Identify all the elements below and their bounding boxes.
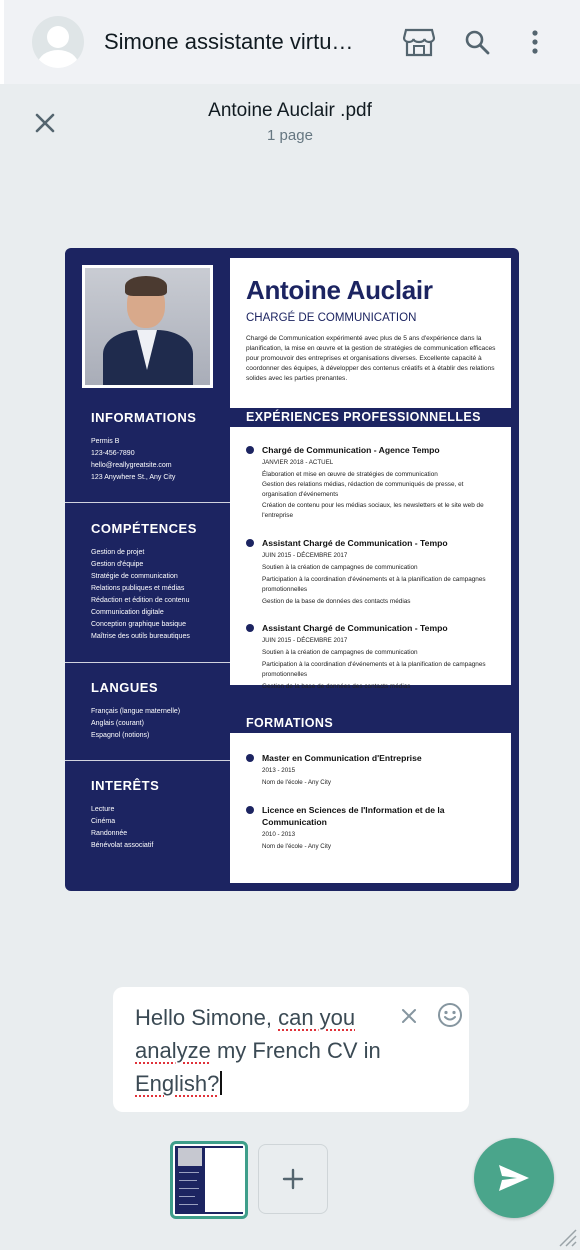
list-item: Anglais (courant)	[91, 720, 144, 727]
cv-summary: Chargé de Communication expérimenté avec plus de 5 ans d'expérience dans la planification, la mise en œuvre et la gestion de stratégies de communication efficaces pour promouvoir des entreprises et organisations diverses. Excellente capacité à coordonner des équipes, à développer des contenus créatifs et à établir des relations solides avec les parties prenantes.	[246, 335, 496, 382]
list-item: Maîtrise des outils bureautiques	[91, 633, 190, 640]
store-icon[interactable]	[402, 25, 436, 59]
contact-name[interactable]: Simone assistante virtu…	[104, 29, 354, 54]
spellcheck-word: can you	[278, 1005, 356, 1030]
list-item: Relations publiques et médias	[91, 585, 185, 592]
emoji-icon[interactable]	[437, 1002, 463, 1028]
clear-icon[interactable]	[398, 1005, 420, 1027]
competences-list	[91, 547, 190, 643]
divider	[65, 502, 230, 503]
contact-avatar[interactable]	[32, 16, 84, 68]
list-item: Randonnée	[91, 830, 128, 837]
list-item: Cinéma	[91, 818, 116, 825]
send-icon	[497, 1163, 531, 1193]
list-item: Bénévolat associatif	[91, 842, 154, 849]
send-button[interactable]	[474, 1138, 554, 1218]
list-item: Gestion de projet	[91, 549, 145, 556]
cv-role: CHARGÉ DE COMMUNICATION	[246, 312, 417, 324]
search-icon[interactable]	[460, 25, 494, 59]
section-title-formations: FORMATIONS	[246, 716, 334, 730]
divider	[65, 662, 230, 663]
list-item: Communication digitale	[91, 609, 164, 616]
cv-name: Antoine Auclair	[246, 275, 433, 305]
list-item: Rédaction et édition de contenu	[91, 597, 190, 604]
caption-input[interactable]: Hello Simone, can you analyze my French CV in English?	[135, 1005, 381, 1096]
list-item: Français (langue maternelle)	[91, 708, 181, 715]
attachment-thumbnail[interactable]	[170, 1141, 248, 1219]
list-item: 123-456-7890	[91, 450, 135, 457]
spellcheck-word: analyze	[135, 1038, 211, 1063]
section-title-experiences: EXPÉRIENCES PROFESSIONNELLES	[246, 410, 481, 424]
profile-photo	[82, 265, 213, 388]
resize-handle-icon[interactable]	[556, 1226, 578, 1248]
section-title-competences: COMPÉTENCES	[91, 521, 197, 536]
list-item: 123 Anywhere St., Any City	[91, 474, 176, 481]
spellcheck-word: English?	[135, 1071, 220, 1096]
add-attachment-button[interactable]	[258, 1144, 328, 1214]
list-item: Permis B	[91, 438, 120, 445]
caption-input-box[interactable]	[113, 987, 469, 1112]
section-title-interets: INTERÊTS	[91, 778, 160, 793]
text-caret	[220, 1071, 222, 1095]
divider	[65, 760, 230, 761]
more-vert-icon[interactable]	[518, 25, 552, 59]
section-title-langues: LANGUES	[91, 680, 159, 695]
list-item: Gestion d'équipe	[91, 561, 144, 568]
section-title-informations: INFORMATIONS	[91, 410, 197, 425]
document-preview: Antoine Auclair CHARGÉ DE COMMUNICATION Chargé de Communication expérimenté avec plus de 5 ans d'expérience dans la planification, la mise en œuvre et la gestion de stratégies de communication efficaces pour promouvoir des entreprises et organisations diverses. Excellente capacité à coordonner des équipes, à développer des contenus créatifs et à établir des relations solides avec les parties prenantes. INFORMATIONS Permis B 123-456-7890 hello@reallygreatsite.com 123 Anywhere St., Any City COMPÉTENCES Gestion de projet Gestion d'équipe Stratégie de communication Relations publiques et médias Rédaction et édition de contenu Communication digitale Conception graphique basique Maîtrise des outils bureautiques LANGUES Français (langue maternelle) Anglais (courant) Espagnol (notions) INTERÊTS Lecture Cinéma Randonnée Bénévolat associatif EXPÉRIENCES PROFESSIONNELLES FORMATIONS Chargé de Communication - Agence Tempo JANVIER 2018 - ACTUEL Élaboration et mise en œuvre de stratégies de communication Gestion des relations médias, rédaction de communiqués de presse, et organisation d'événements Création de contenu pour les médias sociaux, les newsletters et le site web de l'entreprise Assistant Chargé de Communication - Tempo JUIN 2015 - DÉCEMBRE 2017 Soutien à la création de campagnes de communication Participation à la coordination d'événements et à la planification de campagnes promotionnelles Gestion de la base de données des contacts médias Assistant Chargé de Communication - Tempo JUIN 2015 - DÉCEMBRE 2017 Soutien à la création de campagnes de communication Participation à la coordination d'événements et à la planification de campagnes promotionnelles Gestion de la base de données des contacts médias Master en Communication d'Entreprise 2013 - 2015 Nom de l'école - Any City Licence en Sciences de l'Information et de la Communication 2010 - 2013 Nom de l'école - Any City	[65, 248, 519, 891]
informations-list	[91, 436, 175, 484]
list-item: hello@reallygreatsite.com	[91, 462, 172, 469]
list-item: Lecture	[91, 806, 115, 813]
langues-list	[91, 706, 180, 742]
interets-list	[91, 804, 153, 852]
plus-icon	[282, 1168, 304, 1190]
list-item: Espagnol (notions)	[91, 732, 150, 739]
file-page-count: 1 page	[267, 127, 313, 144]
list-item: Conception graphique basique	[91, 621, 186, 628]
list-item: Stratégie de communication	[91, 573, 178, 580]
file-name: Antoine Auclair .pdf	[208, 100, 372, 121]
chat-header	[0, 0, 580, 84]
